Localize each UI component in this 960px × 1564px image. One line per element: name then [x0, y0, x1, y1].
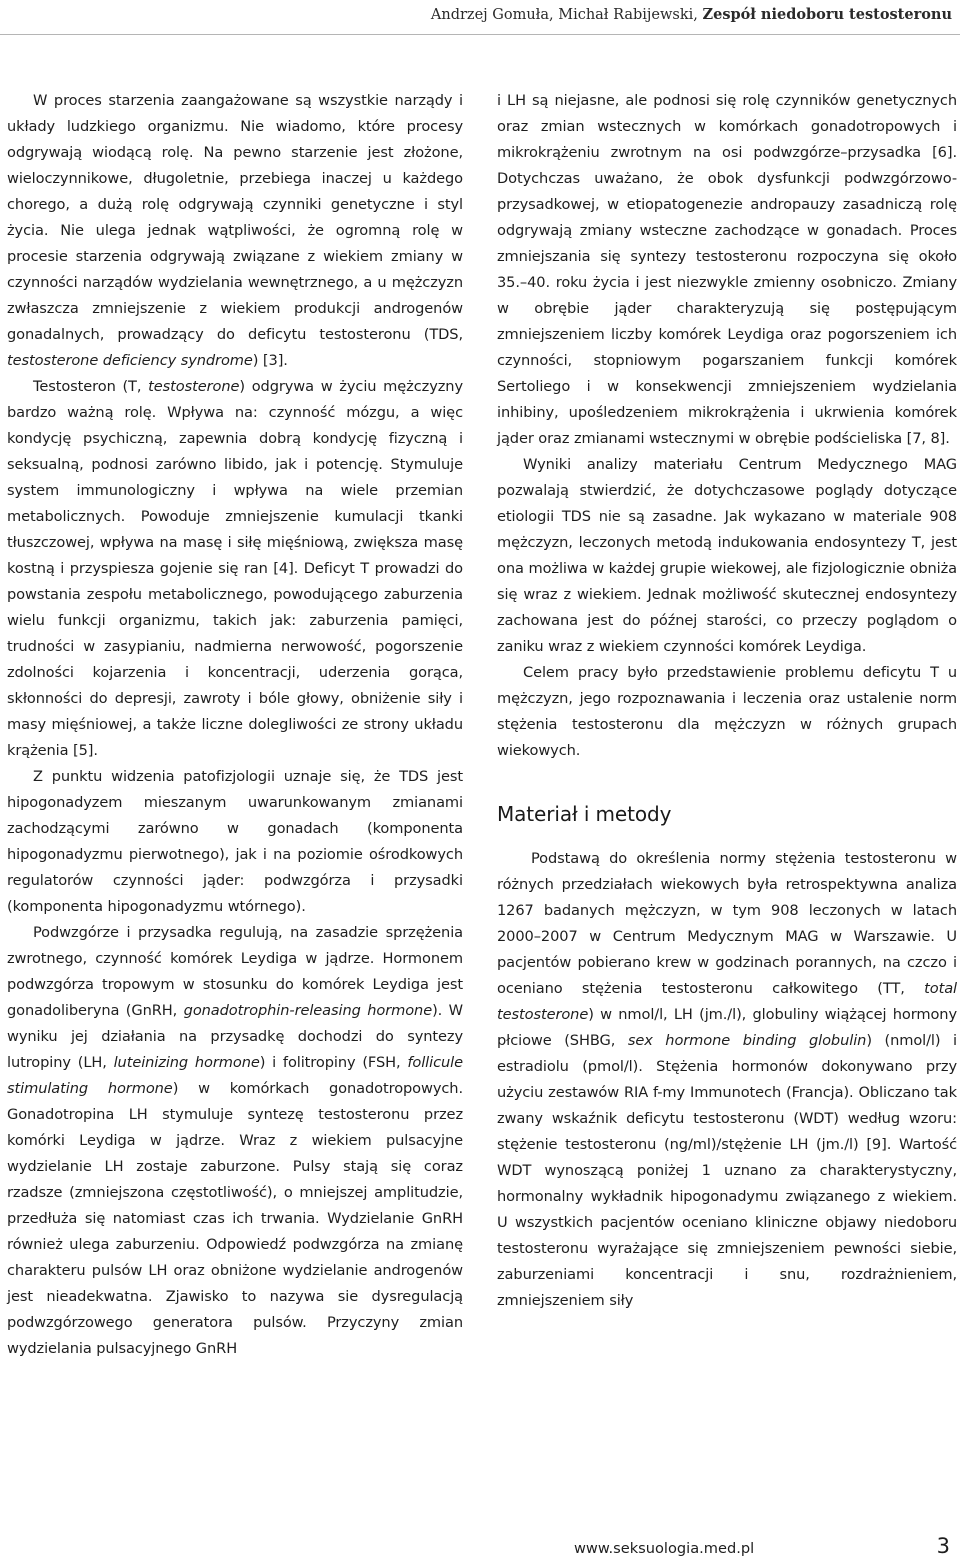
header-article-title: Zespół niedoboru testosteronu [702, 6, 952, 23]
footer-url: www.seksuologia.med.pl [574, 1540, 755, 1557]
left-column [7, 88, 463, 1362]
header-rule [0, 34, 960, 35]
right-column [497, 88, 957, 1314]
paragraph: Z punktu widzenia patofizjologii uznaje się, że TDS jest hipogonadyzem mieszanym uwarunkowanym zmianami zachodzącymi zarówno w gonadach (komponenta hipogonadyzmu pierwotnego), jak i na poziomie ośrodkowych regulatorów czynności jąder: podwzgórza i przysadki (komponenta hipogonadyzmu wtórnego). [7, 768, 463, 915]
header-authors: Andrzej Gomuła, Michał Rabijewski, [430, 7, 698, 23]
running-header [52, 5, 952, 25]
paragraph: Celem pracy było przedstawienie problemu deficytu T u mężczyzn, jego rozpoznawania i leczenia oraz ustalenie norm stężenia testosteronu dla mężczyzn w różnych grupach wiekowych. [497, 664, 957, 759]
section-heading: Materiał i metody [497, 802, 672, 826]
paragraph: Podstawą do określenia normy stężenia testosteronu w różnych przedziałach wiekowych była retrospektywna analiza 1267 badanych mężczyzn, w tym 908 leczonych w latach 2000–2007 w Centrum Medycznym MAG w Warszawie. U pacjentów pobierano krew w godzinach porannych, na czczo i oceniano stężenia testosteronu całkowitego (TT, total testosterone) w nmol/l, LH (jm./l), globuliny wiążącej hormony płciowe (SHBG, sex hormone binding globulin) (nmol/l) i estradiolu (pmol/l). Stężenia hormonów dokonywano przy użyciu zestawów RIA f-my Immunotech (Francja). Obliczano tak zwany wskaźnik deficytu testosteronu (WDT) według wzoru: stężenie testosteronu (ng/ml)/stężenie LH (jm./l) [9]. Wartość WDT wynoszącą poniżej 1 uznano za charakterystyczny, hormonalny wykładnik hipogonadymu związanego z wiekiem. U wszystkich pacjentów oceniano kliniczne objawy niedoboru testosteronu wyrażające się zmniejszeniem pewności siebie, zaburzeniami koncentracji i snu, rozdrażnieniem, zmniejszeniem siły [497, 850, 958, 1309]
paragraph: Podwzgórze i przysadka regulują, na zasadzie sprzężenia zwrotnego, czynność komórek Leydiga w jądrze. Hormonem podwzgórza tropowym w stosunku do komórek Leydiga jest gonadoliberyna (GnRH, gonadotrophin-releasing hormone). W wyniku jej działania na przysadkę dochodzi do syntezy lutropiny (LH, luteinizing hormone) i folitropiny (FSH, follicule stimulating hormone) w komórkach gonadotropowych. Gonadotropina LH stymuluje syntezę testosteronu przez komórki Leydiga w jądrze. Wraz z wiekiem pulsacyjne wydzielanie LH zostaje zaburzone. Pulsy stają się coraz rzadsze (zmniejszona częstotliwość), o mniejszej amplitudzie, przedłuża się natomiast czas ich trwania. Wydzielanie GnRH również ulega zaburzeniu. Odpowiedź podwzgórza na zmianę charakteru pulsów LH oraz obniżone wydzielanie androgenów jest nieadekwatna. Zjawisko to nazywa sie dysregulacją podwzgórzowego generatora pulsów. Przyczyny zmian wydzielania pulsacyjnego GnRH [7, 924, 463, 1357]
paragraph: W proces starzenia zaangażowane są wszystkie narządy i układy ludzkiego organizmu. Nie wiadomo, które procesy odgrywają wiodącą rolę. Na pewno starzenie jest złożone, wieloczynnikowe, długoletnie, przebiega inaczej u każdego chorego, a dużą rolę odgrywają czynniki genetyczne i styl życia. Nie ulega jednak wątpliwości, że ogromną rolę w procesie starzenia odgrywają związane z wiekiem zmiany w czynności narządów wydzielania wewnętrznego, a u mężczyzn zwłaszcza zmniejszenie z wiekiem produkcji androgenów gonadalnych, prowadzący do deficytu testosteronu (TDS, testosterone deficiency syndrome) [3]. [7, 92, 463, 369]
paragraph: i LH są niejasne, ale podnosi się rolę czynników genetycznych oraz zmian wstecznych w komórkach gonadotropowych i mikrokrążeniu zwrotnym na osi podwzgórze–przysadka [6]. Dotychczas uważano, że obok dysfunkcji podwzgórzowo-przysadkowej, w etiopatogenezie andropauzy zasadniczą rolę odgrywają zmiany wsteczne zachodzące w gonadach. Proces zmniejszania się syntezy testosteronu rozpoczyna się około 35.–40. roku życia i jest niezwykle zmienny osobniczo. Zmiany w obrębie jąder charakteryzują się postępującym zmniejszeniem liczby komórek Leydiga oraz pogorszeniem ich czynności, stopniowym pogarszaniem funkcji komórek Sertoliego i w konsekwencji zmniejszeniem wydzielania inhibiny, upośledzeniem mikrokrążenia i ukrwienia komórek jąder oraz zmianami wstecznymi w obrębie podścieliska [7, 8]. [497, 92, 957, 447]
paragraph: Wyniki analizy materiału Centrum Medycznego MAG pozwalają stwierdzić, że dotychczasowe poglądy dotyczące etiologii TDS nie są zasadne. Jak wykazano w materiale 908 mężczyzn, leczonych metodą indukowania endosyntezy T, jest ona możliwa w każdej grupie wiekowej, ale fizjologicznie obniża się wraz z wiekiem. Jednak możliwość skutecznej endosyntezy zachowana jest do późnej starości, co przeczy poglądom o zaniku wraz z wiekiem czynności komórek Leydiga. [497, 456, 957, 655]
page-number: 3 [936, 1534, 950, 1558]
paragraph: Testosteron (T, testosterone) odgrywa w życiu mężczyzny bardzo ważną rolę. Wpływa na: czynność mózgu, a więc kondycję psychiczną, zapewnia dobrą kondycję fizyczną i seksualną, podnosi zarówno libido, jak i potencję. Stymuluje system immunologiczny i wpływa na wiele przemian metabolicznych. Powoduje zmniejszenie kumulacji tkanki tłuszczowej, wpływa na masę i siłę mięśniową, zwiększa masę kostną i przyspiesza gojenie się ran [4]. Deficyt T prowadzi do powstania zespołu metabolicznego, powodującego zaburzenia wielu funkcji organizmu, takich jak: zaburzenia pamięci, trudności w zasypianiu, nadmierna nerwowość, pogorszenie zdolności kojarzenia i koncentracji, uderzenia gorąca, skłonności do depresji, zawroty i bóle głowy, obniżenie siły i masy mięśniowej, a także liczne dolegliwości ze strony układu krążenia [5]. [7, 378, 463, 759]
